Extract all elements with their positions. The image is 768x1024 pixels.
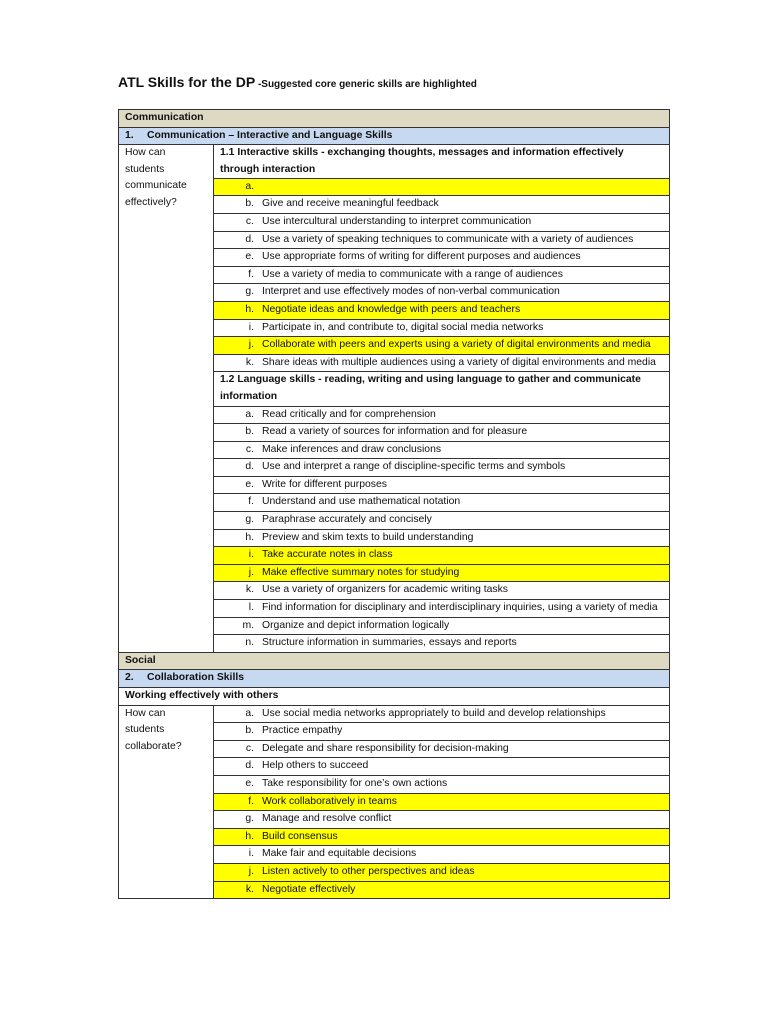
skill-item-letter: n. (245, 637, 254, 649)
section-label-social: Social (119, 652, 670, 670)
skill-item (214, 354, 670, 372)
skill-item-letter: h. (245, 303, 254, 315)
skill-item-text: Organize and depict information logically (262, 619, 450, 631)
skill-item-text: Structure information in summaries, essays and reports (262, 637, 517, 649)
skill-item-text: Take accurate notes in class (262, 549, 393, 561)
skill-item-text: Negotiate ideas and knowledge with peers and teachers (262, 303, 521, 315)
question-communication: How can students communicate effectively? (119, 145, 214, 653)
skill-item-text: Make fair and equitable decisions (262, 848, 417, 860)
skill-item-letter: g. (245, 514, 254, 526)
group-heading-working-with-others: Working effectively with others (119, 688, 670, 706)
skill-item-text: Practice empathy (262, 725, 343, 737)
skill-item-letter: i. (248, 848, 254, 860)
skill-item (214, 863, 670, 881)
skill-item-letter: c. (245, 742, 254, 754)
skill-item-text: Take responsibility for one’s own actions (262, 777, 448, 789)
skill-item-letter: j. (248, 339, 254, 351)
skill-item-text: Preview and skim texts to build understanding (262, 531, 474, 543)
skill-item-letter: h. (245, 531, 254, 543)
skill-item-letter: g. (245, 813, 254, 825)
skill-item (214, 846, 670, 864)
skill-item (214, 476, 670, 494)
skill-item (214, 723, 670, 741)
subsection-row-social (119, 670, 670, 688)
skill-item (214, 196, 670, 214)
skill-item-letter: a. (245, 181, 254, 193)
subsection-social (119, 670, 670, 688)
skill-item-text: Build consensus (262, 830, 338, 842)
skill-item (214, 459, 670, 477)
document-title (118, 74, 477, 92)
section-row-communication (119, 110, 670, 128)
skill-item (214, 705, 670, 723)
skill-item (214, 284, 670, 302)
skill-item-letter: k. (245, 356, 254, 368)
skill-item (214, 441, 670, 459)
skill-item-letter: f. (248, 795, 254, 807)
skill-item (214, 494, 670, 512)
skill-item (214, 740, 670, 758)
heading-row-interactive (119, 145, 670, 179)
skill-item (214, 424, 670, 442)
skill-item-text: Help others to succeed (262, 760, 369, 772)
skill-item (214, 337, 670, 355)
skill-item-text: Listen actively to other perspectives and ideas (262, 865, 475, 877)
skill-item (214, 635, 670, 653)
skill-item-letter: c. (245, 215, 254, 227)
skill-item-letter: b. (245, 725, 254, 737)
skill-item (214, 775, 670, 793)
heading-language-skills: 1.2 Language skills - reading, writing and using language to gather and communicate information (214, 372, 670, 406)
atl-skills-table (118, 109, 670, 899)
skill-item (214, 213, 670, 231)
skill-item-letter: k. (245, 584, 254, 596)
skill-item-text: Use a variety of media to communicate with a range of audiences (262, 268, 563, 280)
skill-item-text: Interpret and use effectively modes of non-verbal communication (262, 286, 560, 298)
skill-item-letter: e. (245, 478, 254, 490)
skill-item (214, 793, 670, 811)
skill-item (214, 828, 670, 846)
skill-item-text: Make effective summary notes for studying (262, 566, 460, 578)
skill-item-letter: i. (248, 321, 254, 333)
skill-item-letter: d. (245, 760, 254, 772)
skill-item-letter: f. (248, 268, 254, 280)
skill-item-text: Manage and resolve conflict (262, 813, 392, 825)
skill-item-text: Make inferences and draw conclusions (262, 443, 442, 455)
section-row-social (119, 652, 670, 670)
skill-item-text: Read a variety of sources for information and for pleasure (262, 426, 528, 438)
skill-item-letter: d. (245, 461, 254, 473)
skill-item-letter: l. (248, 602, 254, 614)
skill-item (214, 881, 670, 899)
skill-item-text: Read critically and for comprehension (262, 408, 436, 420)
skill-item-letter: a. (245, 707, 254, 719)
skill-item-text: Use and interpret a range of discipline-specific terms and symbols (262, 461, 566, 473)
skill-item-text: Use a variety of speaking techniques to communicate with a variety of audiences (262, 233, 634, 245)
skill-item-letter: h. (245, 830, 254, 842)
skill-item-text: Participate in, and contribute to, digital social media networks (262, 321, 544, 333)
skill-item (214, 529, 670, 547)
skill-item-text: Find information for disciplinary and interdisciplinary inquiries, using a variety of media (262, 602, 658, 614)
skill-item-text: Use a variety of organizers for academic writing tasks (262, 584, 509, 596)
skill-item-letter: g. (245, 286, 254, 298)
skill-item-letter: d. (245, 233, 254, 245)
skill-item-letter: k. (245, 883, 254, 895)
skill-item-text: Write for different purposes (262, 478, 387, 490)
skill-item (214, 758, 670, 776)
skill-item-letter: e. (245, 777, 254, 789)
skill-item-letter: e. (245, 251, 254, 263)
skill-item-letter: j. (248, 566, 254, 578)
skill-item (214, 301, 670, 319)
skill-item (214, 179, 670, 196)
skill-item-letter: c. (245, 443, 254, 455)
skill-item-text: Collaborate with peers and experts using a variety of digital environments and media (262, 339, 651, 351)
subsection-communication (119, 127, 670, 145)
title-main: ATL Skills for the DP (118, 74, 256, 90)
skill-item-text: Delegate and share responsibility for decision-making (262, 742, 509, 754)
subsection-row-communication (119, 127, 670, 145)
skill-item (214, 547, 670, 565)
group-row-social (119, 688, 670, 706)
heading-interactive-skills: 1.1 Interactive skills - exchanging thoughts, messages and information effectively through interaction (214, 145, 670, 179)
skill-item (214, 582, 670, 600)
skill-item (214, 564, 670, 582)
skill-item (214, 231, 670, 249)
skill-item-text: Paraphrase accurately and concisely (262, 514, 432, 526)
skill-item-letter: f. (248, 496, 254, 508)
skill-item-text: Give and receive meaningful feedback (262, 198, 439, 210)
skill-item (214, 319, 670, 337)
skill-item-letter: b. (245, 198, 254, 210)
skill-item-letter: i. (248, 549, 254, 561)
question-collaboration: How can students collaborate? (119, 705, 214, 899)
skill-item-text: Use appropriate forms of writing for different purposes and audiences (262, 251, 581, 263)
skill-item-letter: m. (242, 619, 254, 631)
skill-item-letter: a. (245, 408, 254, 420)
skill-item (214, 600, 670, 618)
skill-item-letter: j. (248, 865, 254, 877)
section-label-communication: Communication (119, 110, 670, 128)
skill-item-text: Use social media networks appropriately to build and develop relationships (262, 707, 606, 719)
skill-item (214, 249, 670, 267)
subsection-number: 2. (125, 672, 134, 684)
subsection-title: Collaboration Skills (147, 672, 244, 684)
subsection-number: 1. (125, 129, 134, 141)
skill-row (119, 705, 670, 723)
skill-item-text: Use intercultural understanding to interpret communication (262, 215, 532, 227)
skill-item-letter: b. (245, 426, 254, 438)
skill-item (214, 617, 670, 635)
atl-skills-table-body (119, 110, 670, 899)
skill-item (214, 406, 670, 424)
skill-item (214, 512, 670, 530)
skill-item-text: Share ideas with multiple audiences using a variety of digital environments and media (262, 356, 656, 368)
skill-item (214, 266, 670, 284)
skill-item (214, 811, 670, 829)
skill-item-text: Understand and use mathematical notation (262, 496, 461, 508)
skill-item-text: Work collaboratively in teams (262, 795, 397, 807)
title-subtitle: -Suggested core generic skills are highlighted (255, 79, 477, 90)
subsection-title: Communication – Interactive and Language Skills (147, 129, 393, 141)
skill-item-text: Negotiate effectively (262, 883, 356, 895)
